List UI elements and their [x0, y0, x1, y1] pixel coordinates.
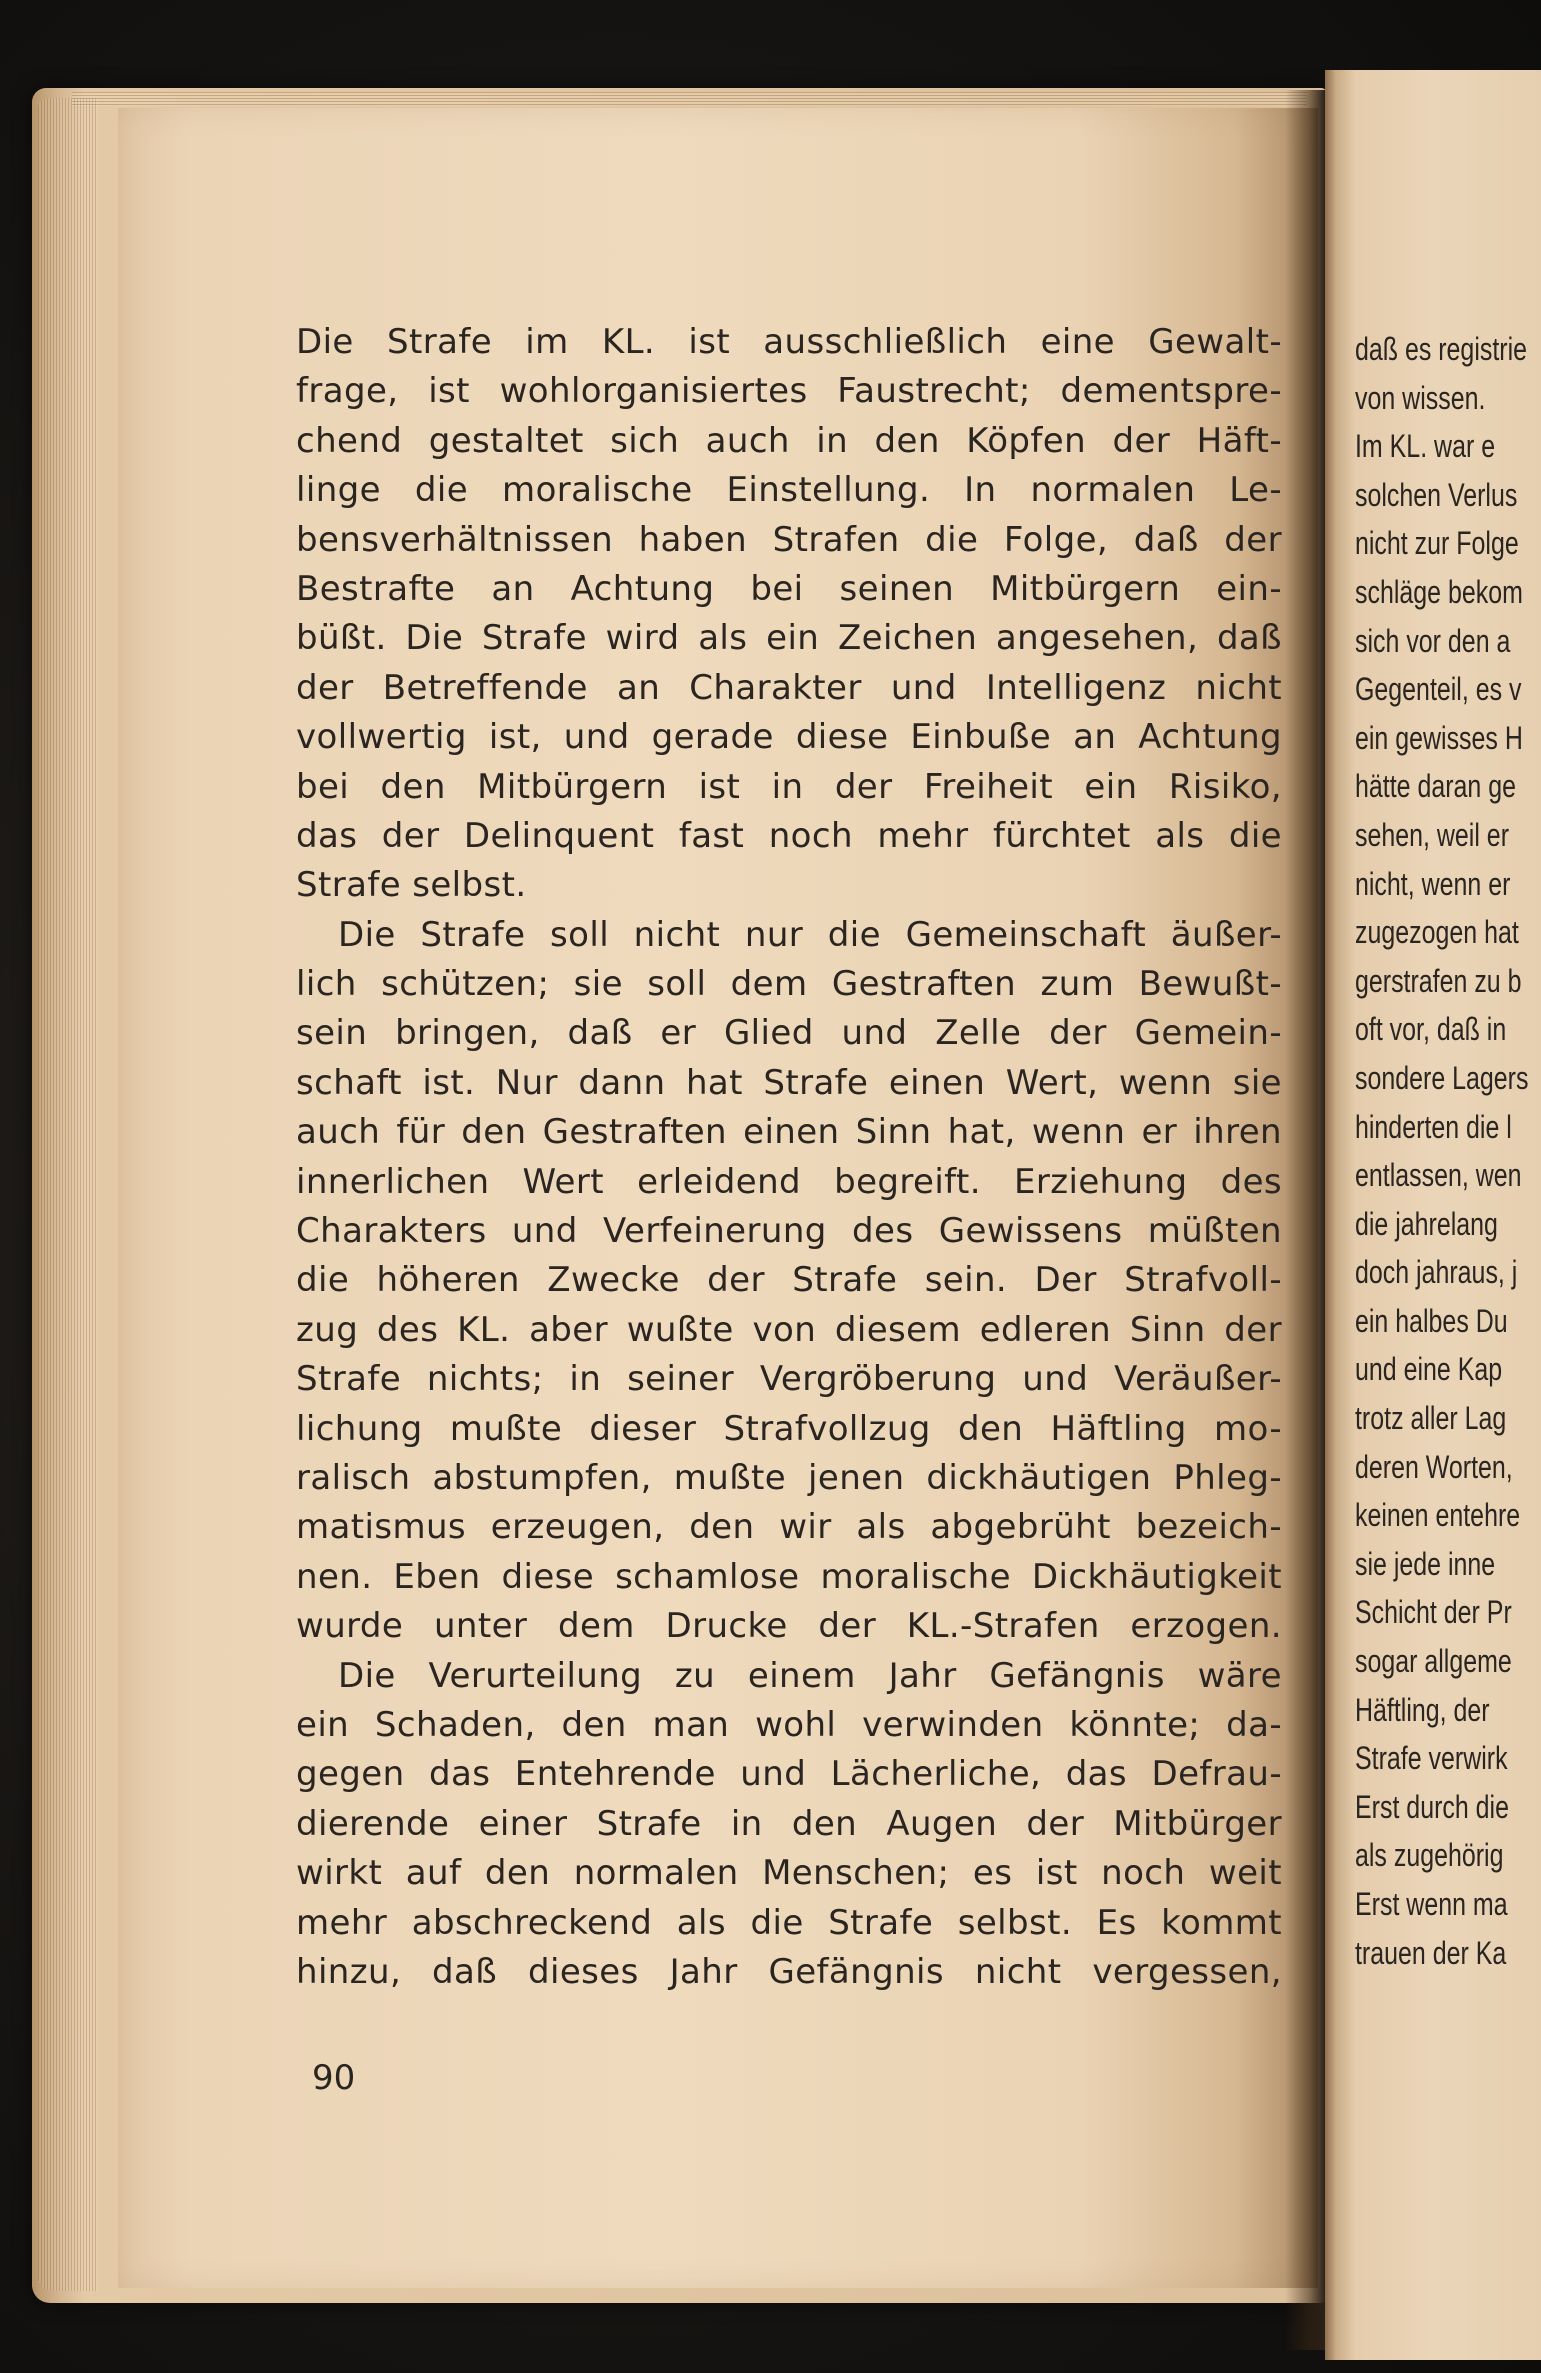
text-line: trauen der Ka	[1355, 1934, 1507, 1971]
text-line: lichung mußte dieser Strafvollzug den Häftling mo-	[296, 1408, 1282, 1449]
text-line: frage, ist wohlorganisiertes Faustrecht; dementspre-	[296, 371, 1282, 412]
text-line: Im KL. war e	[1355, 428, 1496, 465]
text-line: ein halbes Du	[1355, 1302, 1508, 1339]
text-line: daß es registrie	[1355, 331, 1528, 367]
text-line: und eine Kap	[1355, 1351, 1503, 1388]
text-line: büßt. Die Strafe wird als ein Zeichen angesehen, daß	[296, 618, 1282, 659]
text-line: der Betreffende an Charakter und Intelligenz nicht	[296, 667, 1282, 708]
right-page	[1325, 70, 1541, 2360]
right-page-text	[1355, 325, 1541, 1977]
text-line: nen. Eben diese schamlose moralische Dickhäutigkeit	[296, 1556, 1282, 1597]
text-line: gerstrafen zu b	[1355, 962, 1522, 999]
text-line: chend gestaltet sich auch in den Köpfen der Häft-	[296, 420, 1282, 461]
text-line: schläge bekom	[1355, 573, 1523, 610]
text-line: trotz aller Lag	[1355, 1400, 1507, 1437]
text-line: sein bringen, daß er Glied und Zelle der Gemein-	[296, 1013, 1282, 1054]
text-line: Strafe verwirk	[1355, 1740, 1508, 1777]
text-line: Die Strafe im KL. ist ausschließlich eine Gewalt-	[296, 322, 1282, 362]
text-line: linge die moralische Einstellung. In normalen Le-	[296, 470, 1282, 511]
text-line: gegen das Entehrende und Lächerliche, das Defrau-	[296, 1754, 1282, 1795]
text-line: keinen entehre	[1355, 1497, 1521, 1534]
text-line: auch für den Gestraften einen Sinn hat, wenn er ihren	[296, 1112, 1282, 1153]
text-line: vollwertig ist, und gerade diese Einbuße an Achtung	[296, 717, 1282, 758]
text-line: Die Strafe soll nicht nur die Gemeinschaft äußer-	[338, 914, 1282, 955]
text-line: entlassen, wen	[1355, 1157, 1522, 1194]
text-line: Strafe selbst.	[296, 865, 527, 906]
text-line: ein gewisses H	[1355, 719, 1523, 756]
text-line: sich vor den a	[1355, 622, 1511, 659]
text-line: hinderten die l	[1355, 1108, 1512, 1145]
text-line: zug des KL. aber wußte von diesem edleren Sinn der	[296, 1309, 1282, 1350]
text-line: nicht zur Folge	[1355, 525, 1519, 562]
text-line: solchen Verlus	[1355, 476, 1518, 513]
text-line: dierende einer Strafe in den Augen der Mitbürger	[296, 1803, 1282, 1844]
left-page-text	[296, 318, 1282, 1997]
text-line: bensverhältnissen haben Strafen die Folge, daß der	[296, 519, 1282, 560]
text-line: mehr abschreckend als die Strafe selbst. Es kommt	[296, 1902, 1282, 1943]
text-line: sehen, weil er	[1355, 816, 1510, 853]
text-line: Strafe nichts; in seiner Vergröberung und Veräußer-	[296, 1359, 1282, 1400]
text-line: Die Verurteilung zu einem Jahr Gefängnis wäre	[338, 1655, 1282, 1696]
text-line: bei den Mitbürgern ist in der Freiheit ein Risiko,	[296, 766, 1282, 807]
text-line: von wissen.	[1355, 379, 1486, 416]
text-line: schaft ist. Nur dann hat Strafe einen Wert, wenn sie	[296, 1062, 1282, 1103]
text-line: innerlichen Wert erleidend begreift. Erziehung des	[296, 1161, 1282, 1202]
text-line: ralisch abstumpfen, mußte jenen dickhäutigen Phleg-	[296, 1457, 1282, 1498]
text-line: doch jahraus, j	[1355, 1254, 1518, 1291]
text-line: Bestrafte an Achtung bei seinen Mitbürgern ein-	[296, 568, 1282, 609]
text-line: sie jede inne	[1355, 1545, 1496, 1582]
text-line: die jahrelang	[1355, 1205, 1498, 1242]
text-line: hätte daran ge	[1355, 768, 1516, 805]
text-line: als zugehörig	[1355, 1837, 1504, 1874]
text-line: Häftling, der	[1355, 1691, 1490, 1728]
text-line: das der Delinquent fast noch mehr fürchtet als die	[296, 815, 1282, 856]
text-line: wirkt auf den normalen Menschen; es ist noch weit	[296, 1853, 1282, 1894]
text-line: matismus erzeugen, den wir als abgebrüht bezeich-	[296, 1507, 1282, 1548]
text-line: hinzu, daß dieses Jahr Gefängnis nicht vergessen,	[296, 1951, 1282, 1992]
text-line: zugezogen hat	[1355, 914, 1519, 951]
text-line: Gegenteil, es v	[1355, 671, 1522, 708]
book-gutter-shadow	[1285, 90, 1325, 2350]
text-line: ein Schaden, den man wohl verwinden könnte; da-	[296, 1704, 1282, 1745]
text-line: Erst durch die	[1355, 1788, 1509, 1825]
text-line: deren Worten,	[1355, 1448, 1513, 1485]
text-line: wurde unter dem Drucke der KL.-Strafen erzogen.	[296, 1606, 1282, 1647]
text-line: Erst wenn ma	[1355, 1886, 1508, 1922]
text-line: sogar allgeme	[1355, 1643, 1512, 1680]
text-line: lich schützen; sie soll dem Gestraften zum Bewußt-	[296, 964, 1282, 1005]
text-line: sondere Lagers	[1355, 1059, 1529, 1096]
text-line: die höheren Zwecke der Strafe sein. Der Strafvoll-	[296, 1260, 1282, 1301]
page-number: 90	[312, 2058, 356, 2098]
text-line: Schicht der Pr	[1355, 1594, 1512, 1631]
text-line: oft vor, daß in	[1355, 1011, 1507, 1048]
text-line: Charakters und Verfeinerung des Gewissens müßten	[296, 1211, 1282, 1252]
text-line: nicht, wenn er	[1355, 865, 1511, 902]
